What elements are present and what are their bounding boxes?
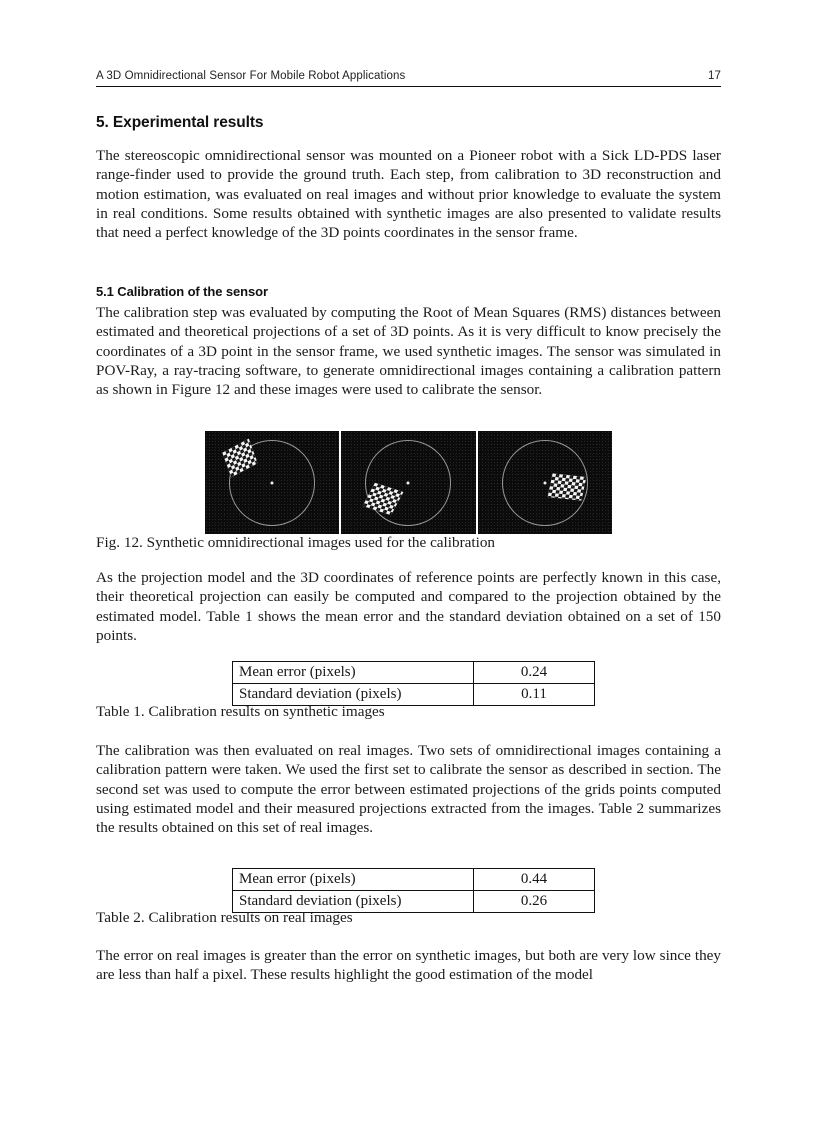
table-1 — [232, 661, 595, 706]
table-2-row-1-label: Standard deviation (pixels) — [233, 891, 474, 913]
table-2 — [232, 868, 595, 913]
table-1-row-0-label: Mean error (pixels) — [233, 662, 474, 684]
circle-center-dot — [271, 481, 274, 484]
page-number: 17 — [708, 70, 721, 82]
section-5-paragraph: The stereoscopic omnidirectional sensor was mounted on a Pioneer robot with a Sick LD-PDS laser range-finder used to provide the ground truth. Each step, from calibration to 3D reconstruction and motion estimation, was evaluated on real images and without prior knowledge to evaluate the system in real conditions. Some results obtained with synthetic images are also presented to validate results that need a perfect knowledge of the 3D points coordinates in the sensor frame. — [96, 147, 721, 242]
table-2-caption: Table 2. Calibration results on real images — [96, 909, 353, 926]
table-1-caption-block — [96, 702, 721, 721]
section-51-paragraph: The calibration step was evaluated by computing the Root of Mean Squares (RMS) distances between estimated and theoretical projections of a set of 3D points. As it is very difficult to know precisely the coordinates of a 3D point in the sensor frame, we used synthetic images. The sensor was simulated in POV-Ray, a ray-tracing software, to generate omnidirectional images containing a calibration pattern as shown in Figure 12 and these images were used to calibrate the sensor. — [96, 304, 721, 399]
running-header — [96, 70, 721, 82]
figure-12-panel-3 — [478, 431, 612, 534]
figure-12-image — [205, 431, 612, 534]
figure-12-caption: Fig. 12. Synthetic omnidirectional images used for the calibration — [96, 534, 496, 551]
header-rule — [96, 86, 721, 87]
paragraph-after-figure-block — [96, 568, 721, 645]
final-paragraph-block — [96, 946, 721, 985]
final-paragraph: The error on real images is greater than the error on synthetic images, but both are very low since they are less than half a pixel. These results highlight the good estimation of the model — [96, 947, 721, 984]
table-2-caption-block — [96, 908, 721, 927]
table-1-caption: Table 1. Calibration results on synthetic images — [96, 703, 385, 720]
checkerboard-pattern — [547, 473, 586, 500]
paragraph-after-figure: As the projection model and the 3D coordinates of reference points are perfectly known in this case, their theoretical projection can easily be computed and compared to the projection obtained by the estimated model. Table 1 shows the mean error and the standard deviation obtained on a set of 150 points. — [96, 569, 721, 644]
table-2-row-0-label: Mean error (pixels) — [233, 869, 474, 891]
paragraph-after-table-1-block — [96, 741, 721, 837]
section-5-paragraph-block — [96, 146, 721, 242]
table-1-row-1-label: Standard deviation (pixels) — [233, 684, 474, 706]
section-5-heading: 5. Experimental results — [96, 114, 264, 131]
table-2-row-0-value: 0.44 — [474, 869, 595, 891]
figure-12-panel-1 — [205, 431, 339, 534]
table-row — [233, 662, 595, 684]
circle-center-dot — [543, 481, 546, 484]
figure-12-panel-2 — [341, 431, 475, 534]
table-2-row-1-value: 0.26 — [474, 891, 595, 913]
section-51-heading: 5.1 Calibration of the sensor — [96, 284, 268, 299]
section-51-paragraph-block — [96, 303, 721, 399]
circle-center-dot — [407, 481, 410, 484]
running-header-title: A 3D Omnidirectional Sensor For Mobile Robot Applications — [96, 70, 406, 82]
section-51-heading-block — [96, 284, 721, 299]
table-1-row-1-value: 0.11 — [474, 684, 595, 706]
table-1-row-0-value: 0.24 — [474, 662, 595, 684]
section-5-heading-block — [96, 114, 721, 132]
table-row — [233, 869, 595, 891]
paragraph-after-table-1: The calibration was then evaluated on real images. Two sets of omnidirectional images containing a calibration pattern were taken. We used the first set to calibrate the sensor as described in section. The second set was used to compute the error between estimated projections of the grids points computed using estimated model and their measured projections extracted from the images. Table 2 summarizes the results obtained on this set of real images. — [96, 742, 721, 837]
figure-12-caption-block — [96, 533, 721, 552]
